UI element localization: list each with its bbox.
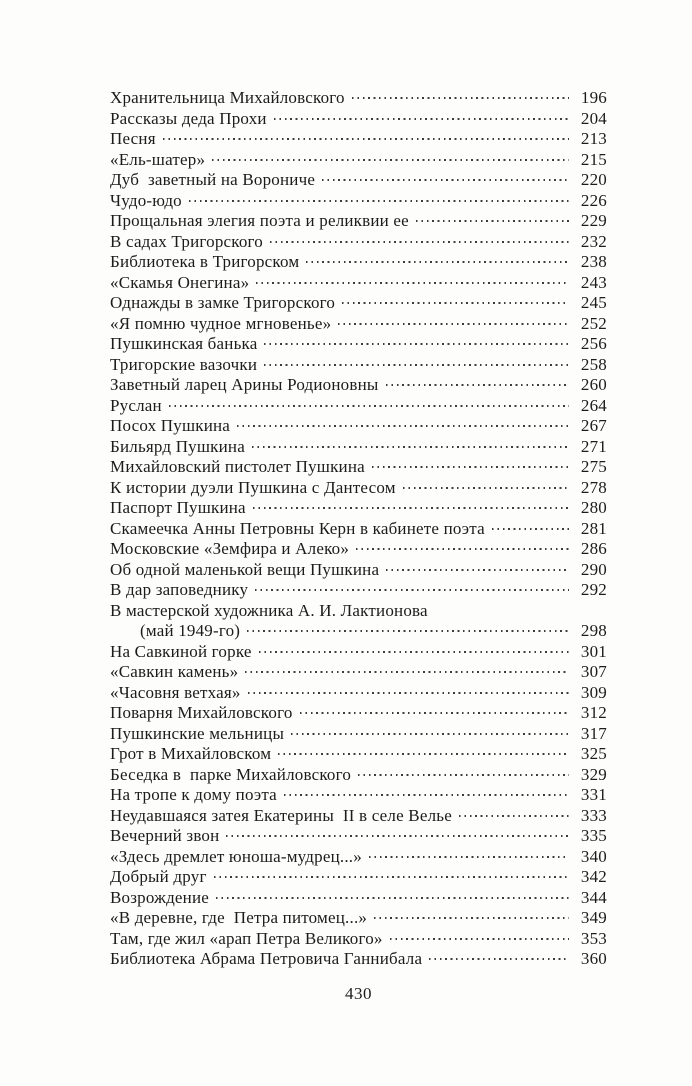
dotted-leader — [169, 405, 569, 407]
toc-entry-page: 260 — [580, 375, 607, 394]
toc-entry — [110, 396, 607, 417]
toc-entry — [110, 785, 607, 806]
toc-entry-page: 204 — [580, 108, 607, 128]
toc-entry-page: 243 — [580, 272, 607, 292]
page-number: 430 — [345, 983, 372, 1003]
dotted-leader — [237, 425, 569, 427]
toc-entry-title: Руслан — [110, 395, 162, 415]
toc-entry — [110, 621, 607, 642]
toc-entry — [110, 416, 607, 437]
toc-entry-title: Скамеечка Анны Петровны Керн в кабинете поэта — [110, 518, 485, 538]
dotted-leader — [429, 958, 569, 960]
toc-entry — [110, 478, 607, 499]
dotted-leader — [216, 897, 569, 899]
toc-entry-title: Вечерний звон — [110, 826, 220, 845]
toc-entry — [110, 293, 607, 314]
toc-entry — [110, 949, 607, 970]
toc-entry-page: 331 — [580, 785, 607, 804]
toc-entry-page: 344 — [580, 887, 607, 907]
toc-entry — [110, 908, 607, 929]
toc-entry-page: 220 — [580, 170, 607, 189]
dotted-leader — [212, 159, 569, 161]
toc-entry-page: 325 — [580, 744, 607, 763]
toc-entry-title: Однажды в замке Тригорского — [110, 293, 336, 312]
dotted-leader — [255, 589, 569, 591]
dotted-leader — [459, 815, 569, 817]
dotted-leader — [278, 753, 569, 755]
dotted-leader — [274, 118, 569, 120]
toc-entry-page: 280 — [580, 498, 607, 517]
toc-entry-page: 256 — [580, 334, 607, 353]
toc-entry-page: 252 — [580, 313, 607, 333]
toc-entry-title: На Савкиной горке — [110, 641, 252, 661]
toc-entry-title: Московские «Земфира и Алеко» — [110, 539, 350, 558]
toc-entry-title: Поварня Михайловского — [110, 703, 293, 722]
dotted-leader — [248, 692, 569, 694]
toc-entry-page: 267 — [580, 416, 607, 435]
toc-entry-title: Библиотека в Тригорском — [110, 252, 300, 271]
toc-entry-title: Возрождение — [110, 887, 210, 907]
toc-entry-title: Рассказы деда Прохи — [110, 108, 267, 128]
toc-entry — [110, 498, 607, 519]
toc-entry-title: Михайловский пистолет Пушкина — [110, 457, 365, 476]
toc-entry-title: Чудо-юдо — [110, 190, 182, 210]
dotted-leader — [358, 774, 569, 776]
toc-entry — [110, 929, 607, 950]
toc-entry — [110, 847, 607, 868]
toc-entry-page: 281 — [580, 518, 607, 538]
dotted-leader — [322, 179, 569, 181]
toc-entry-title: Об одной маленькой вещи Пушкина — [110, 559, 380, 579]
dotted-leader — [264, 364, 569, 366]
toc-entry — [110, 88, 607, 109]
toc-entry-title: «Скамья Онегина» — [110, 272, 250, 292]
toc-entry — [110, 314, 607, 335]
toc-entry-title: В садах Тригорского — [110, 231, 264, 251]
toc-entry — [110, 560, 607, 581]
toc-entry-title: Заветный ларец Арины Родионовны — [110, 375, 379, 394]
toc-entry-title: Посох Пушкина — [110, 416, 231, 435]
toc-entry-title: Хранительница Михайловского — [110, 88, 345, 107]
toc-entry-title: Песня — [110, 129, 156, 148]
toc-entry — [110, 580, 607, 601]
toc-entry — [110, 232, 607, 253]
toc-entry-page: 329 — [580, 764, 607, 784]
toc-entry — [110, 437, 607, 458]
dotted-leader — [270, 241, 569, 243]
toc-entry-title: Там, где жил «арап Петра Великого» — [110, 928, 383, 948]
dotted-leader — [390, 938, 569, 940]
dotted-leader — [342, 302, 569, 304]
dotted-leader — [372, 466, 569, 468]
toc-entry-title: Бильярд Пушкина — [110, 436, 245, 456]
dotted-leader — [253, 507, 569, 509]
toc-entry — [110, 334, 607, 355]
toc-entry-title: Пушкинская банька — [110, 334, 258, 353]
toc-entry — [110, 252, 607, 273]
toc-entry-page: 238 — [580, 252, 607, 271]
dotted-leader — [291, 733, 569, 735]
toc-entry-title: Беседка в парке Михайловского — [110, 764, 352, 784]
toc-entry-page: 226 — [580, 190, 607, 210]
dotted-leader — [416, 220, 569, 222]
toc-entry-title: (май 1949-го) — [140, 621, 241, 640]
toc-entry-title: Паспорт Пушкина — [110, 498, 246, 517]
toc-entry-page: 333 — [580, 805, 607, 825]
toc-entry — [110, 519, 607, 540]
toc-entry-page: 342 — [580, 867, 607, 886]
toc-entry-title: Грот в Михайловском — [110, 744, 272, 763]
toc-entry-title: «Часовня ветхая» — [110, 682, 241, 702]
toc-entry — [110, 150, 607, 171]
toc-entry-page: 264 — [580, 395, 607, 415]
toc-entry-title: Дуб заветный на Ворониче — [110, 170, 316, 189]
dotted-leader — [356, 548, 569, 550]
toc-entry — [110, 744, 607, 765]
toc-entry-page: 301 — [580, 641, 607, 661]
toc-entry-page: 245 — [580, 293, 607, 312]
toc-entry-page: 312 — [580, 703, 607, 722]
toc-entry — [110, 375, 607, 396]
toc-entry-title: «Ель-шатер» — [110, 149, 206, 169]
toc-entry — [110, 170, 607, 191]
toc-entry — [110, 703, 607, 724]
toc-entry-page: 213 — [580, 129, 607, 148]
toc-entry — [110, 724, 607, 745]
toc-entry — [110, 642, 607, 663]
toc-entry-page: 275 — [580, 457, 607, 476]
dotted-leader — [386, 569, 569, 571]
toc-entry-title: В дар заповеднику — [110, 580, 249, 599]
dotted-leader — [374, 917, 569, 919]
toc-entry-page: 292 — [580, 580, 607, 599]
toc-entry — [110, 826, 607, 847]
dotted-leader — [338, 323, 569, 325]
toc-entry-title: На тропе к дому поэта — [110, 785, 277, 804]
toc-entry — [110, 765, 607, 786]
dotted-leader — [247, 630, 569, 632]
dotted-leader — [492, 528, 569, 530]
toc-entry-title: В мастерской художника А. И. Лактионова — [110, 600, 428, 620]
toc-entry — [110, 109, 607, 130]
dotted-leader — [256, 282, 569, 284]
toc-entry-page: 353 — [580, 928, 607, 948]
dotted-leader — [259, 651, 569, 653]
dotted-leader — [403, 487, 569, 489]
toc-entry-title: «В деревне, где Петра питомец...» — [110, 908, 368, 927]
dotted-leader — [214, 876, 569, 878]
toc-entry-title: Пушкинские мельницы — [110, 723, 285, 743]
toc-entry — [110, 129, 607, 150]
toc-entry — [110, 211, 607, 232]
toc-entry-page: 307 — [580, 662, 607, 681]
toc-entry-page: 278 — [580, 477, 607, 497]
toc-entry — [110, 539, 607, 560]
toc-entry-page: 360 — [580, 949, 607, 968]
toc-entry-page: 309 — [580, 682, 607, 702]
dotted-leader — [252, 446, 569, 448]
dotted-leader — [284, 794, 569, 796]
dotted-leader — [306, 261, 569, 263]
toc-entry-page: 298 — [580, 621, 607, 640]
toc-entry — [110, 662, 607, 683]
toc-entry-title: «Я помню чудное мгновенье» — [110, 313, 332, 333]
toc-entry-page: 317 — [580, 723, 607, 743]
toc-entry-title: Прощальная элегия поэта и реликвии ее — [110, 211, 409, 230]
toc-entry — [110, 355, 607, 376]
toc-entry-page: 290 — [580, 559, 607, 579]
toc-entry — [110, 867, 607, 888]
toc-entry-title: Добрый друг — [110, 867, 207, 886]
toc-entry-page: 335 — [580, 826, 607, 845]
dotted-leader — [245, 671, 569, 673]
dotted-leader — [189, 200, 569, 202]
table-of-contents — [110, 88, 607, 970]
toc-entry — [110, 888, 607, 909]
toc-entry — [110, 457, 607, 478]
dotted-leader — [300, 712, 569, 714]
toc-entry — [110, 683, 607, 704]
toc-entry — [110, 601, 607, 622]
toc-entry — [110, 273, 607, 294]
toc-entry-page: 215 — [580, 149, 607, 169]
toc-entry — [110, 191, 607, 212]
toc-entry-title: «Савкин камень» — [110, 662, 239, 681]
toc-entry — [110, 806, 607, 827]
toc-entry-page: 232 — [580, 231, 607, 251]
toc-entry-page: 229 — [580, 211, 607, 230]
dotted-leader — [369, 856, 569, 858]
toc-entry-title: «Здесь дремлет юноша-мудрец...» — [110, 846, 362, 866]
toc-entry-title: К истории дуэли Пушкина с Дантесом — [110, 477, 396, 497]
toc-entry-page: 349 — [580, 908, 607, 927]
dotted-leader — [163, 138, 569, 140]
toc-entry-page: 286 — [580, 539, 607, 558]
dotted-leader — [352, 97, 569, 99]
toc-entry-page: 271 — [580, 436, 607, 456]
toc-entry-page: 258 — [580, 354, 607, 374]
dotted-leader — [226, 835, 569, 837]
toc-entry-title: Библиотека Абрама Петровича Ганнибала — [110, 949, 423, 968]
toc-entry-title: Неудавшаяся затея Екатерины II в селе Велье — [110, 805, 452, 825]
dotted-leader — [264, 343, 569, 345]
toc-entry-page: 196 — [580, 88, 607, 107]
toc-entry-page: 340 — [580, 846, 607, 866]
dotted-leader — [386, 384, 569, 386]
toc-entry-title: Тригорские вазочки — [110, 354, 258, 374]
